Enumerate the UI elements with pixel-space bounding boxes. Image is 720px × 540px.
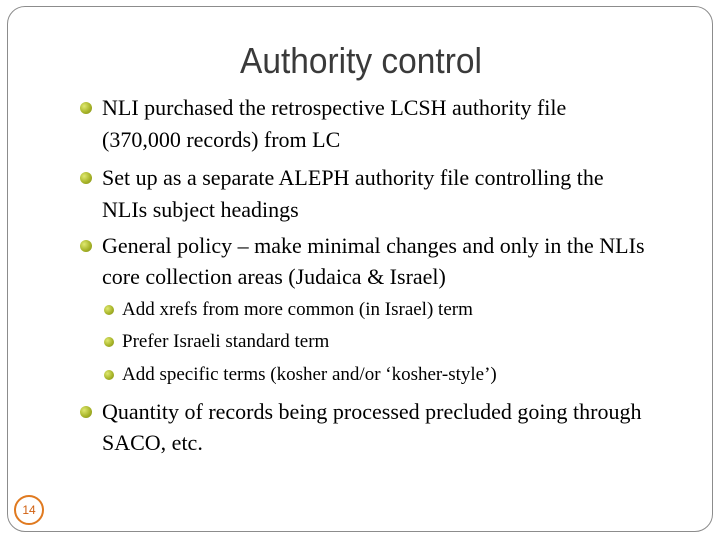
bullet-text: core collection areas (Judaica & Israel) bbox=[102, 264, 446, 289]
sub-bullet-dot-icon bbox=[104, 337, 114, 347]
sub-bullet-text: Add xrefs from more common (in Israel) term bbox=[122, 299, 473, 320]
bullet-dot-icon bbox=[80, 240, 92, 252]
bullet-text: Set up as a separate ALEPH authority file controlling the bbox=[102, 165, 604, 190]
page-number-badge: 14 bbox=[14, 495, 44, 525]
bullet-text: NLIs subject headings bbox=[102, 197, 299, 222]
sub-bullet-text: Add specific terms (kosher and/or ‘kosher-style’) bbox=[122, 364, 497, 385]
bullet-text: General policy – make minimal changes and only in the NLIs bbox=[102, 233, 645, 258]
bullet-dot-icon bbox=[80, 102, 92, 114]
bullet-dot-icon bbox=[80, 406, 92, 418]
bullet-text: (370,000 records) from LC bbox=[102, 127, 341, 152]
sub-bullet-text: Prefer Israeli standard term bbox=[122, 331, 330, 352]
slide-title: Authority control bbox=[240, 40, 482, 81]
sub-bullet-dot-icon bbox=[104, 370, 114, 380]
bullet-text: SACO, etc. bbox=[102, 430, 203, 455]
bullet-text: Quantity of records being processed precluded going through bbox=[102, 399, 642, 424]
sub-bullet-dot-icon bbox=[104, 305, 114, 315]
bullet-dot-icon bbox=[80, 172, 92, 184]
bullet-text: NLI purchased the retrospective LCSH authority file bbox=[102, 95, 567, 120]
